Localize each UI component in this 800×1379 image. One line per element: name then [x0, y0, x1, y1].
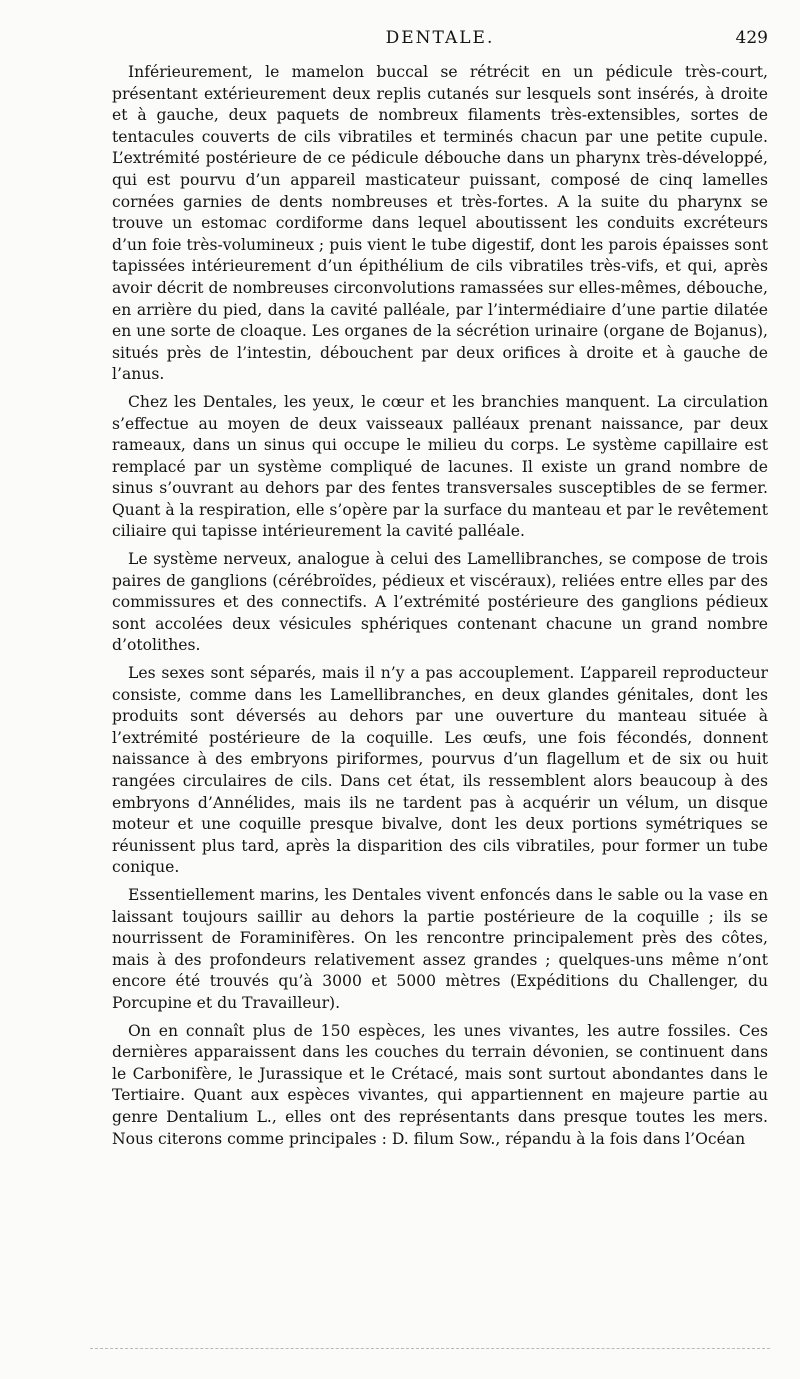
paragraph-nervous-system: Le système nerveux, analogue à celui des Lamellibranches, se compose de trois paires de ganglions (cérébroïdes, pédieux et viscéraux), reliées entre elles par des commissures et des connectifs. A l’extrémité postérieure des ganglions pédieux sont accolées deux vésicules sphériques contenant chacune un grand nombre d’otolithes. [112, 550, 768, 655]
paragraph-circulation: Chez les Dentales, les yeux, le cœur et les branchies manquent. La circulation s’effectue au moyen de deux vaisseaux palléaux prenant naissance, par deux rameaux, dans un sinus qui occupe le milieu du corps. Le système capillaire est remplacé par un système compliqué de lacunes. Il existe un grand nombre de sinus s’ouvrant au dehors par des fentes transversales susceptibles de se fermer. Quant à la respiration, elle s’opère par la surface du manteau et par le revêtement ciliaire qui tapisse intérieurement la cavité palléale. [112, 392, 768, 541]
body-text [112, 62, 768, 1156]
footer-rule [90, 1348, 770, 1349]
page-number: 429 [735, 28, 768, 48]
running-title: DENTALE. [385, 28, 495, 48]
page-header [112, 28, 768, 54]
paragraph-species: On en connaît plus de 150 espèces, les unes vivantes, les autre fossiles. Ces dernières apparaissent dans les couches du terrain dévonien, se continuent dans le Carbonifère, le Jurassique et le Crétacé, mais sont surtout abondantes dans le Tertiaire. Quant aux espèces vivantes, qui appartiennent en majeure partie au genre Dentalium L., elles ont des représentants dans presque toutes les mers. Nous citerons comme principales : D. filum Sow., répandu à la fois dans l’Océan [112, 1021, 768, 1148]
paragraph-reproduction: Les sexes sont séparés, mais il n’y a pas accouplement. L’appareil reproducteur consiste, comme dans les Lamellibranches, en deux glandes génitales, dont les produits sont déversés au dehors par une ouverture du manteau située à l’extrémité postérieure de la coquille. Les œufs, une fois fécondés, donnent naissance à des embryons piriformes, pourvus d’un flagellum et de six ou huit rangées circulaires de cils. Dans cet état, ils ressemblent alors beaucoup à des embryons d’Annélides, mais ils ne tardent pas à acquérir un vélum, un disque moteur et une coquille presque bivalve, dont les deux portions symétriques se réunissent plus tard, après la disparition des cils vibratiles, pour former un tube conique. [112, 664, 768, 877]
paragraph-habitat: Essentiellement marins, les Dentales vivent enfoncés dans le sable ou la vase en laissant toujours saillir au dehors la partie postérieure de la coquille ; ils se nourrissent de Foraminifères. On les rencontre principalement près des côtes, mais à des profondeurs relativement assez grandes ; quelques-uns même n’ont encore été trouvés qu’à 3000 et 5000 mètres (Expéditions du Challenger, du Porcupine et du Travailleur). [112, 885, 768, 1012]
paragraph-digestive-system: Inférieurement, le mamelon buccal se rétrécit en un pédicule très-court, présentant extérieurement deux replis cutanés sur lesquels sont insérés, à droite et à gauche, deux paquets de nombreux filaments très-extensibles, sortes de tentacules couverts de cils vibratiles et terminés chacun par une petite cupule. L’extrémité postérieure de ce pédicule débouche dans un pharynx très-développé, qui est pourvu d’un appareil masticateur puissant, composé de cinq lamelles cornées garnies de dents nombreuses et très-fortes. A la suite du pharynx se trouve un estomac cordiforme dans lequel aboutissent les conduits excréteurs d’un foie très-volumineux ; puis vient le tube digestif, dont les parois épaisses sont tapissées intérieurement d’un épithélium de cils vibratiles très-vifs, et qui, après avoir décrit de nombreuses circonvolutions ramassées sur elles-mêmes, débouche, en arrière du pied, dans la cavité palléale, par l’intermédiaire d’une partie dilatée en une sorte de cloaque. Les organes de la sécrétion urinaire (organe de Bojanus), situés près de l’intestin, débouchent par deux orifices à droite et à gauche de l’anus. [112, 63, 768, 384]
